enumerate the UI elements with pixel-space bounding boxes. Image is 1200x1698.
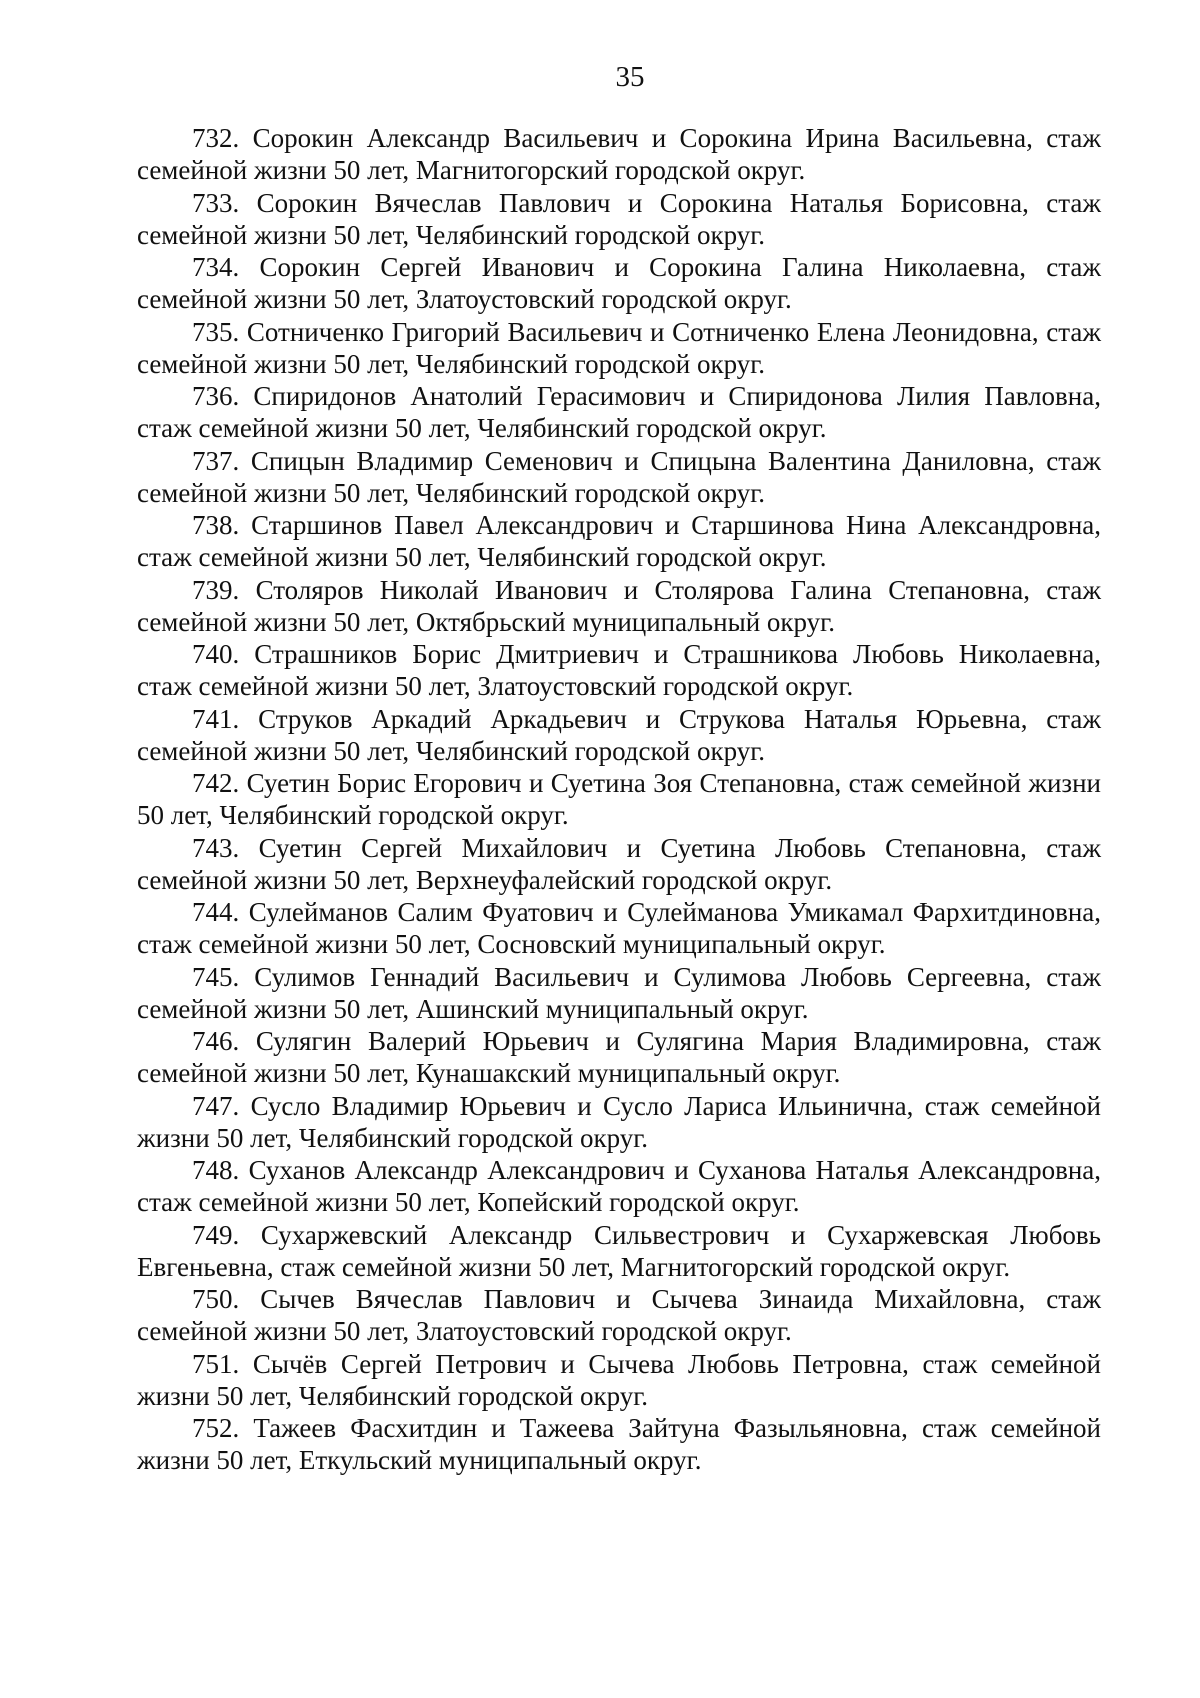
entry-text: Сычёв Сергей Петрович и Сычева Любовь Петровна, стаж семейной жизни 50 лет, Челябинский городской округ. [137, 1348, 1102, 1411]
list-item [137, 1154, 1101, 1218]
list-item [137, 1025, 1101, 1089]
entry-number: 751. [192, 1348, 240, 1379]
entry-text: Суханов Александр Александрович и Суханова Наталья Александровна, стаж семейной жизни 50 лет, Копейский городской округ. [137, 1155, 1102, 1217]
entry-number: 740. [192, 639, 240, 669]
entry-text: Суетин Сергей Михайлович и Суетина Любовь Степановна, стаж семейной жизни 50 лет, Верхнеуфалейский городской округ. [137, 832, 1101, 895]
entry-number: 746. [192, 1026, 240, 1056]
entry-text: Столяров Николай Иванович и Столярова Галина Степановна, стаж семейной жизни 50 лет, Октябрьский муниципальный округ. [137, 574, 1102, 637]
list-item [137, 122, 1101, 186]
entry-number: 747. [192, 1090, 240, 1121]
list-item [137, 767, 1101, 831]
entry-text: Сулягин Валерий Юрьевич и Сулягина Мария Владимировна, стаж семейной жизни 50 лет, Кунашакский муниципальный округ. [137, 1026, 1102, 1088]
list-item [137, 1348, 1101, 1412]
entry-text: Суетин Борис Егорович и Суетина Зоя Степановна, стаж семейной жизни 50 лет, Челябинский городской округ. [137, 768, 1101, 830]
entry-text: Сотниченко Григорий Васильевич и Сотниченко Елена Леонидовна, стаж семейной жизни 50 лет, Челябинский городской округ. [137, 316, 1101, 379]
page-number: 35 [615, 61, 645, 93]
entry-number: 743. [192, 832, 240, 863]
entry-text: Сусло Владимир Юрьевич и Сусло Лариса Ильинична, стаж семейной жизни 50 лет, Челябинский городской округ. [137, 1090, 1101, 1153]
entry-text: Сорокин Сергей Иванович и Сорокина Галина Николаевна, стаж семейной жизни 50 лет, Златоустовский городской округ. [137, 252, 1101, 314]
list-item [137, 316, 1101, 380]
entry-text: Струков Аркадий Аркадьевич и Струкова Наталья Юрьевна, стаж семейной жизни 50 лет, Челябинский городской округ. [137, 703, 1102, 766]
list-item [137, 832, 1101, 896]
entry-text: Сухаржевский Александр Сильвестрович и Сухаржевская Любовь Евгеньевна, стаж семейной жизни 50 лет, Магнитогорский городской округ. [137, 1219, 1101, 1282]
entry-number: 736. [192, 381, 240, 411]
entry-text: Старшинов Павел Александрович и Старшинова Нина Александровна, стаж семейной жизни 50 лет, Челябинский городской округ. [137, 510, 1102, 572]
entry-text: Спицын Владимир Семенович и Спицына Валентина Даниловна, стаж семейной жизни 50 лет, Челябинский городской округ. [137, 445, 1101, 508]
list-item [137, 1412, 1101, 1476]
entry-text: Спиридонов Анатолий Герасимович и Спиридонова Лилия Павловна, стаж семейной жизни 50 лет, Челябинский городской округ. [137, 381, 1101, 443]
entry-text: Сорокин Вячеслав Павлович и Сорокина Наталья Борисовна, стаж семейной жизни 50 лет, Челябинский городской округ. [137, 187, 1102, 250]
entry-number: 732. [192, 123, 240, 153]
list-item [137, 896, 1101, 960]
entry-number: 744. [192, 897, 240, 927]
entry-text: Сорокин Александр Васильевич и Сорокина Ирина Васильевна, стаж семейной жизни 50 лет, Магнитогорский городской округ. [137, 123, 1102, 185]
list-item [137, 1090, 1101, 1154]
entry-number: 748. [192, 1155, 240, 1185]
entry-text: Тажеев Фасхитдин и Тажеева Зайтуна Фазыльяновна, стаж семейной жизни 50 лет, Еткульский муниципальный округ. [137, 1413, 1102, 1475]
entry-number: 749. [192, 1219, 240, 1250]
list-item [137, 1283, 1101, 1347]
entry-number: 737. [192, 445, 240, 476]
list-item [137, 509, 1101, 573]
list-item [137, 1219, 1101, 1283]
list-item [137, 703, 1101, 767]
entry-number: 735. [192, 316, 240, 347]
entry-number: 739. [192, 574, 240, 605]
entry-number: 733. [192, 187, 240, 218]
entry-number: 745. [192, 961, 240, 992]
entry-text: Сулейманов Салим Фуатович и Сулейманова Умикамал Фархитдиновна, стаж семейной жизни 50 лет, Сосновский муниципальный округ. [137, 897, 1101, 959]
list-item [137, 638, 1101, 702]
entry-text: Сулимов Геннадий Васильевич и Сулимова Любовь Сергеевна, стаж семейной жизни 50 лет, Ашинский муниципальный округ. [137, 961, 1101, 1024]
list-item [137, 445, 1101, 509]
entry-number: 734. [192, 252, 240, 282]
list-item [137, 961, 1101, 1025]
entry-number: 742. [192, 768, 240, 798]
list-item [137, 251, 1101, 315]
entry-number: 750. [192, 1284, 240, 1314]
entry-number: 741. [192, 703, 240, 734]
entry-number: 738. [192, 510, 240, 540]
list-item [137, 187, 1101, 251]
entry-text: Страшников Борис Дмитриевич и Страшникова Любовь Николаевна, стаж семейной жизни 50 лет, Златоустовский городской округ. [137, 639, 1102, 701]
list-item [137, 574, 1101, 638]
entry-list [137, 122, 1101, 1477]
entry-text: Сычев Вячеслав Павлович и Сычева Зинаида Михайловна, стаж семейной жизни 50 лет, Златоустовский городской округ. [137, 1284, 1101, 1346]
entry-number: 752. [192, 1413, 240, 1443]
list-item [137, 380, 1101, 444]
